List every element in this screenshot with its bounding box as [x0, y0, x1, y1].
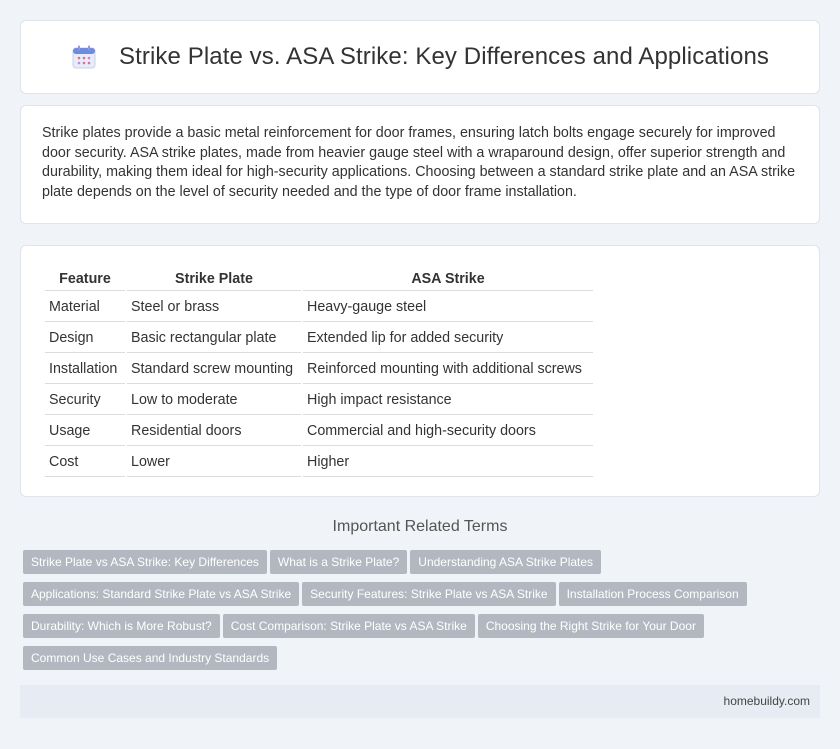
- table-cell: Standard screw mounting: [127, 355, 301, 384]
- table-cell: Installation: [45, 355, 125, 384]
- related-term-tag[interactable]: What is a Strike Plate?: [270, 550, 407, 574]
- header-card: [20, 20, 820, 94]
- table-row: [45, 417, 593, 446]
- related-term-tag[interactable]: Understanding ASA Strike Plates: [410, 550, 601, 574]
- table-header-row: [45, 268, 593, 291]
- table-cell: Material: [45, 293, 125, 322]
- column-header-strike-plate: Strike Plate: [127, 268, 301, 291]
- intro-card: [20, 105, 820, 224]
- intro-paragraph: Strike plates provide a basic metal reinforcement for door frames, ensuring latch bolts engage securely for improved door security. ASA strike plates, made from heavier gauge steel with a wraparound design, offer superior strength and durability, making them ideal for high-security applications. Choosing between a standard strike plate and an ASA strike plate depends on the level of security needed and the type of door frame installation.: [42, 125, 796, 200]
- table-cell: Reinforced mounting with additional screws: [303, 355, 593, 384]
- column-header-feature: Feature: [45, 268, 125, 291]
- table-row: [45, 293, 593, 322]
- table-cell: Residential doors: [127, 417, 301, 446]
- table-cell: High impact resistance: [303, 386, 593, 415]
- related-terms-title: Important Related Terms: [332, 518, 508, 535]
- table-cell: Basic rectangular plate: [127, 324, 301, 353]
- footer: [20, 685, 820, 718]
- comparison-table: [43, 266, 595, 479]
- related-terms-tags: [23, 550, 813, 678]
- related-term-tag[interactable]: Strike Plate vs ASA Strike: Key Differences: [23, 550, 267, 574]
- related-term-tag[interactable]: Choosing the Right Strike for Your Door: [478, 614, 704, 638]
- related-term-tag[interactable]: Durability: Which is More Robust?: [23, 614, 220, 638]
- table-row: [45, 324, 593, 353]
- table-cell: Heavy-gauge steel: [303, 293, 593, 322]
- related-term-tag[interactable]: Installation Process Comparison: [559, 582, 747, 606]
- table-cell: Higher: [303, 448, 593, 477]
- table-cell: Design: [45, 324, 125, 353]
- table-row: [45, 355, 593, 384]
- column-header-asa-strike: ASA Strike: [303, 268, 593, 291]
- comparison-table-card: [20, 245, 820, 497]
- table-cell: Steel or brass: [127, 293, 301, 322]
- related-term-tag[interactable]: Applications: Standard Strike Plate vs ASA Strike: [23, 582, 299, 606]
- related-term-tag[interactable]: Cost Comparison: Strike Plate vs ASA Strike: [223, 614, 475, 638]
- footer-site-link[interactable]: homebuildy.com: [723, 694, 810, 708]
- page-title: Strike Plate vs. ASA Strike: Key Differences and Applications: [119, 43, 769, 70]
- table-cell: Lower: [127, 448, 301, 477]
- related-term-tag[interactable]: Security Features: Strike Plate vs ASA Strike: [302, 582, 555, 606]
- table-cell: Low to moderate: [127, 386, 301, 415]
- calendar-icon: [71, 44, 97, 70]
- related-terms-section: [0, 518, 840, 536]
- table-row: [45, 386, 593, 415]
- table-cell: Commercial and high-security doors: [303, 417, 593, 446]
- table-cell: Security: [45, 386, 125, 415]
- table-cell: Cost: [45, 448, 125, 477]
- table-cell: Extended lip for added security: [303, 324, 593, 353]
- related-term-tag[interactable]: Common Use Cases and Industry Standards: [23, 646, 277, 670]
- table-cell: Usage: [45, 417, 125, 446]
- table-row: [45, 448, 593, 477]
